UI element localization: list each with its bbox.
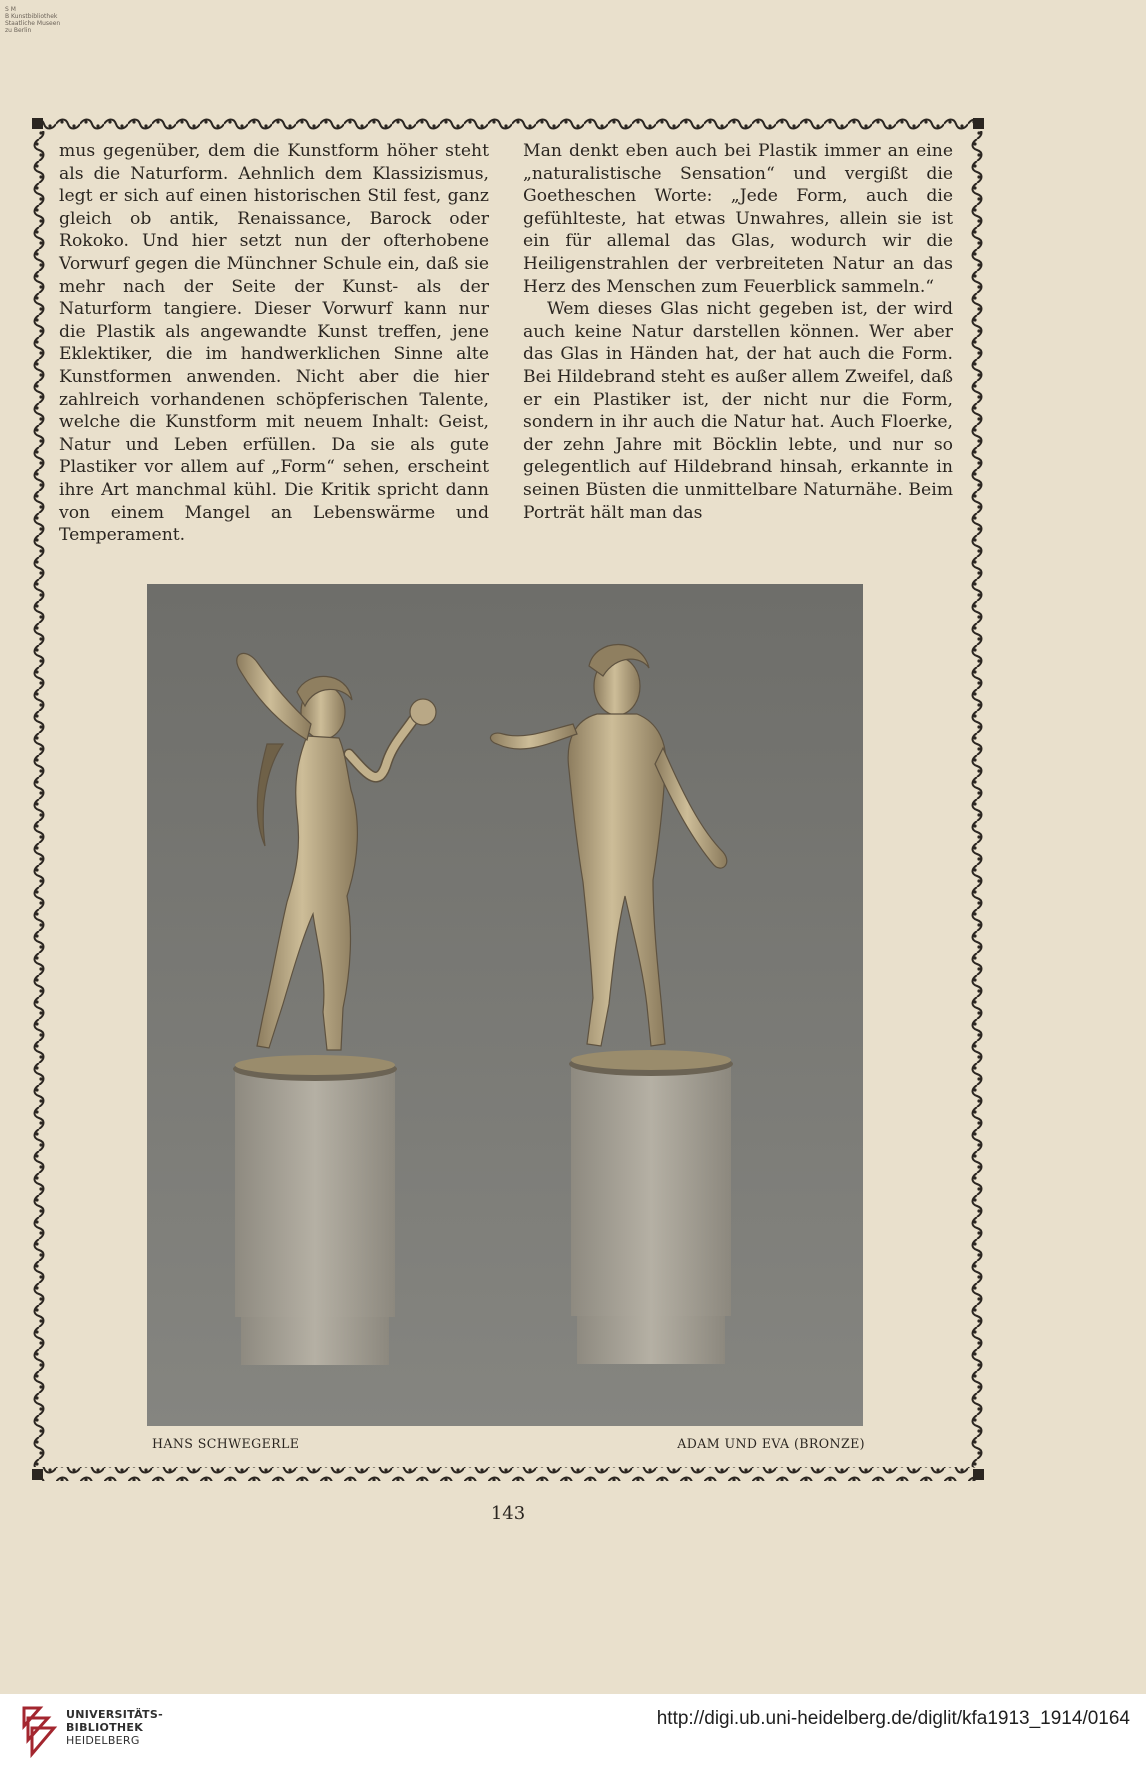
stamp-line: S M — [5, 6, 16, 13]
sculpture-photograph — [147, 584, 863, 1426]
library-name-line: HEIDELBERG — [66, 1734, 140, 1747]
eve-pedestal — [233, 1055, 397, 1365]
library-logo-icon — [18, 1704, 58, 1762]
caption-title: ADAM UND EVA (BRONZE) — [677, 1436, 865, 1451]
source-url-link[interactable]: http://digi.ub.uni-heidelberg.de/diglit/kfa1913_1914/0164 — [656, 1708, 1130, 1729]
stamp-line: Staatliche Museen — [5, 20, 61, 27]
left-column — [59, 140, 489, 556]
paragraph: mus gegenüber, dem die Kunstform höher steht als die Naturform. Aehnlich dem Klassizismus, legt er sich auf einen historischen Stil fest, ganz gleich ob antik, Renaissance, Barock oder Rokoko. Und hier setzt nun der ofterhobene Vorwurf gegen die Münchner Schule ein, daß sie mehr nach der Seite der Kunst- als der Naturform tangiere. Dieser Vorwurf kann nur die Plastik als angewandte Kunst treffen, jene Eklektiker, die im handwerklichen Sinne alte Kunstformen anwenden. Nicht aber die hier zahlreich vorhandenen schöpferischen Talente, welche die Kunstform mit neuem Inhalt: Geist, Natur und Leben erfüllen. Da sie als gute Plastiker vor allem auf „Form“ sehen, erscheint ihre Art manchmal kühl. Die Kritik spricht dann von einem Mangel an Lebenswärme und Temperament. — [59, 141, 489, 546]
library-name-line: UNIVERSITÄTS- — [66, 1708, 163, 1721]
article-text — [59, 140, 953, 556]
stamp-line: zu Berlin — [5, 27, 32, 34]
page-number: 143 — [490, 1503, 526, 1524]
caption-artist: HANS SCHWEGERLE — [152, 1436, 300, 1451]
adam-pedestal — [569, 1050, 733, 1364]
library-name-line: BIBLIOTHEK — [66, 1721, 144, 1734]
paragraph: Man denkt eben auch bei Plastik immer an eine „naturalistische Sensation“ und vergißt die Goetheschen Worte: „Jede Form, auch die gefühlteste, hat etwas Unwahres, allein sie ist ein für allemal das Glas, wodurch wir die Heiligenstrahlen der verbreiteten Natur an das Herz des Menschen zum Feuerblick sammeln.“ — [523, 141, 953, 297]
stamp-line: B Kunstbibliothek — [5, 13, 58, 20]
library-name — [66, 1708, 163, 1747]
digitization-footer — [0, 1694, 1146, 1776]
library-stamp — [5, 6, 60, 34]
right-column — [523, 140, 953, 556]
paragraph: Wem dieses Glas nicht gegeben ist, der wird auch keine Natur darstellen können. Wer aber das Glas in Händen hat, der hat auch die Form. Bei Hildebrand steht es außer allem Zweifel, daß er ein Plastiker ist, der nicht nur die Form, sondern in ihr auch die Natur hat. Auch Floerke, der zehn Jahre mit Böcklin lebte, und nur so gelegentlich auf Hildebrand hinsah, erkannte in seinen Büsten die unmittelbare Naturnähe. Beim Porträt hält man das — [523, 299, 953, 523]
